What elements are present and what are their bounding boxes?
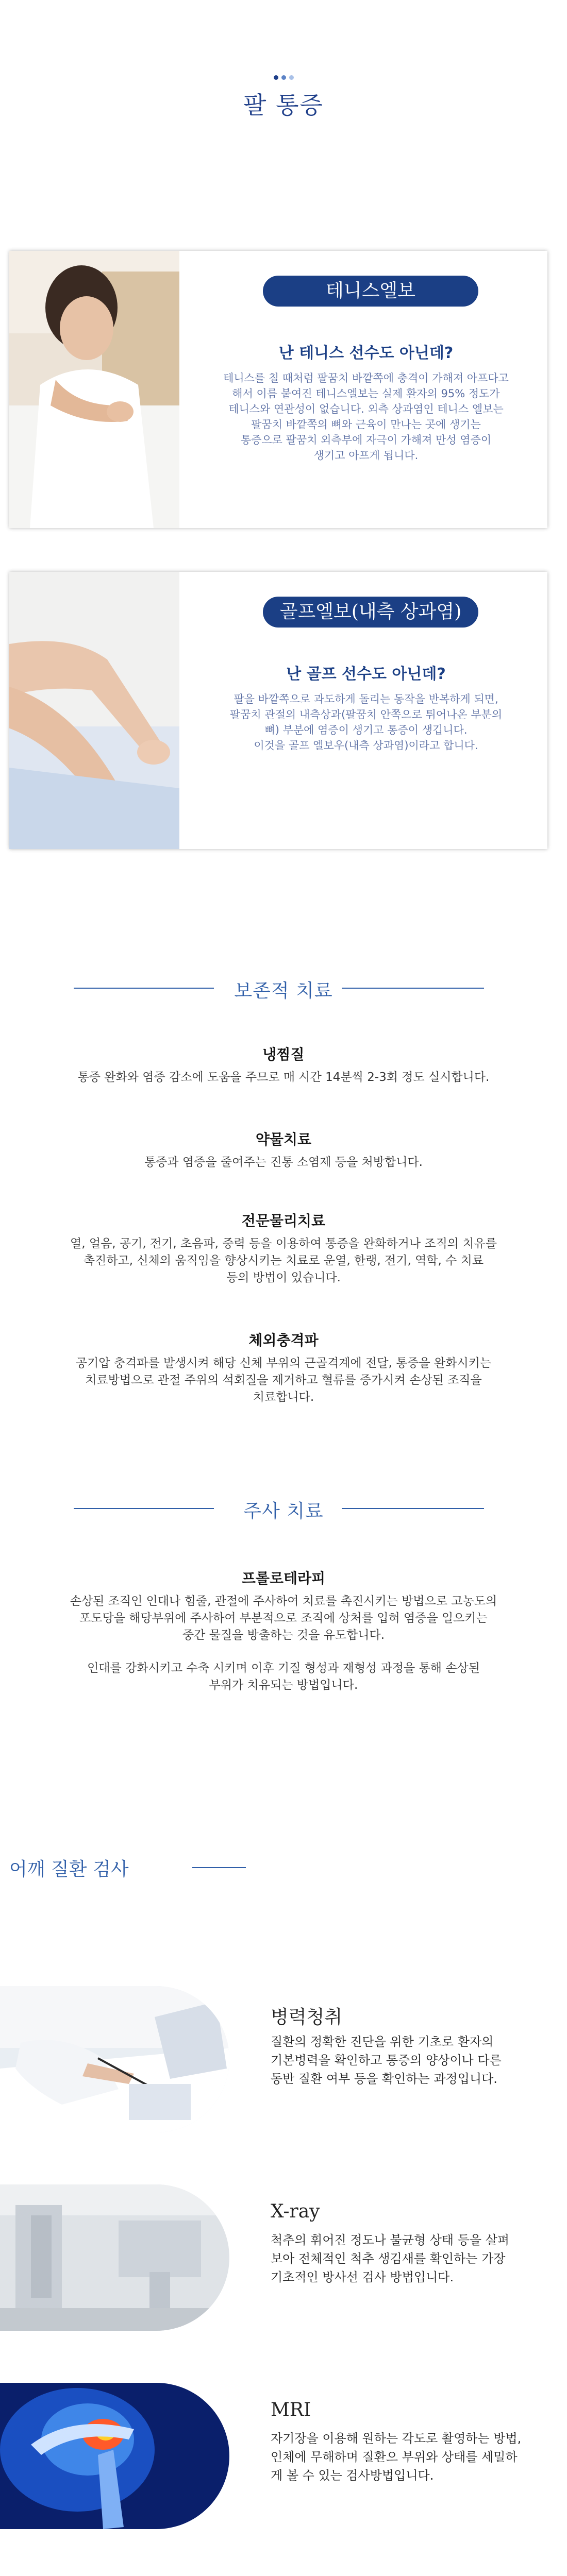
heading-rule-right [342,988,484,989]
treatment-name-prolotherapy: 프롤로테라피 [241,1570,326,1587]
prolotherapy-description [57,1593,510,1644]
desc-line: 기본병력을 확인하고 통증의 양상이나 다른 [271,2053,502,2067]
conservative-treatment-heading [0,976,567,1003]
treatment-name-physio: 전문물리치료 [241,1212,326,1229]
desc-line: 열, 얼음, 공기, 전기, 초음파, 중력 등을 이용하여 통증을 완화하거나 조직의 치유를 [70,1237,497,1250]
desc-line: 통증과 염증을 줄여주는 진통 소염제 등을 처방합니다. [144,1156,423,1169]
prolotherapy-description-2 [57,1660,510,1694]
heading-rule-left [74,1508,214,1509]
desc-line: 등의 방법이 있습니다. [226,1271,341,1284]
desc-line: 자기장을 이용해 원하는 각도로 촬영하는 방법, [271,2431,522,2446]
heading-rule [192,1867,246,1868]
desc-line: 테니스를 칠 때처럼 팔꿈치 바깥쪽에 충격이 가해져 아프다고 [223,372,509,384]
desc-line: 중간 물질을 방출하는 것을 유도합니다. [182,1629,385,1642]
treatment-desc-medication [57,1154,510,1171]
treatment-desc-shockwave [57,1355,510,1406]
desc-line: 해서 이름 붙여진 테니스엘보는 실제 환자의 95% 정도가 [232,387,500,400]
desc-line: 통증 완화와 염증 감소에 도움을 주므로 매 시간 14분씩 2-3회 정도 실시합니다. [77,1071,490,1084]
desc-line: 촉진하고, 신체의 움직임을 향상시키는 치료로 운열, 한랭, 전기, 역학, 수 치료 [83,1254,484,1267]
exam-desc-mri [271,2429,552,2485]
exam-desc-history [271,2032,552,2088]
treatment-desc-physio [57,1235,510,1286]
desc-line: 뼈) 부분에 염증이 생기고 통증이 생깁니다. [264,724,468,736]
dot-1 [274,75,278,80]
desc-line: 테니스와 연관성이 없습니다. 외측 상과염인 테니스 엘보는 [228,403,504,415]
desc-line: 척추의 휘어진 정도나 불균형 상태 등을 살펴 [271,2233,510,2247]
desc-line: 팔꿈치 바깥쪽의 뼈와 근육이 만나는 곳에 생기는 [251,418,481,431]
dot-3 [289,75,294,80]
exam-title-mri: MRI [271,2399,311,2420]
history-taking-photo [0,1986,229,2132]
desc-line: 팔을 바깥쪽으로 과도하게 돌리는 동작을 반복하게 되면, [234,693,498,705]
xray-photo [0,2184,229,2331]
page-title: 팔 통증 [243,91,324,119]
exam-title-xray: X-ray [271,2201,320,2222]
treatment-desc-cold [57,1069,510,1086]
exam-desc-xray [271,2231,552,2286]
mri-photo [0,2383,229,2529]
desc-line: 치료방법으로 관절 주위의 석회질을 제거하고 혈류를 증가시켜 손상된 조직을 [85,1374,482,1387]
desc-line: 질환의 정확한 진단을 위한 기초로 환자의 [271,2035,494,2049]
golf-elbow-photo [9,572,179,849]
heading-rule-left [74,988,214,989]
injection-treatment-heading [0,1497,567,1523]
desc-line: 게 볼 수 있는 검사방법입니다. [271,2468,434,2483]
shoulder-exam-heading [9,1855,129,1880]
heading-rule-right [342,1508,484,1509]
dot-2 [281,75,286,80]
golf-elbow-description [195,691,537,753]
desc-line: 부위가 치유되는 방법입니다. [209,1679,358,1692]
desc-line: 공기압 충격파를 발생시켜 해당 신체 부위의 근골격계에 전달, 통증을 완화시키는 [75,1357,492,1370]
treatment-name-cold: 냉찜질 [262,1046,305,1063]
section-heading-text: 어깨 질환 검사 [9,1859,129,1880]
section-heading-text: 보존적 치료 [234,980,333,1002]
desc-line: 동반 질환 여부 등을 확인하는 과정입니다. [271,2072,497,2086]
section-heading-text: 주사 치료 [243,1501,324,1522]
exam-title-history: 병력청취 [271,2007,343,2028]
desc-line: 치료합니다. [253,1391,314,1404]
desc-line: 손상된 조직인 인대나 힘줄, 관절에 주사하여 치료를 촉진시키는 방법으로 고농도의 [70,1595,497,1608]
desc-line: 인대를 강화시키고 수축 시키며 이후 기질 형성과 재형성 과정을 통해 손상된 [87,1662,480,1675]
desc-line: 통증으로 팔꿈치 외측부에 자극이 가해져 만성 염증이 [240,434,492,446]
desc-line: 보아 전체적인 척추 생김새를 확인하는 가장 [271,2251,506,2266]
tennis-elbow-description [195,370,537,463]
desc-line: 기초적인 방사선 검사 방법입니다. [271,2270,454,2284]
desc-line: 포도당을 해당부위에 주사하여 부분적으로 조직에 상처를 입혀 염증을 일으키는 [79,1612,488,1625]
tennis-elbow-pill-label: 테니스엘보 [263,276,478,307]
desc-line: 생기고 아프게 됩니다. [313,449,419,462]
desc-line: 인체에 무해하며 질환으 부위와 상태를 세밀하 [271,2450,518,2464]
treatment-name-medication: 약물치료 [255,1131,312,1148]
golf-elbow-card [9,572,547,849]
tennis-elbow-card [9,251,547,528]
desc-line: 이것을 골프 엘보우(내측 상과염)이라고 합니다. [254,739,478,752]
treatment-name-shockwave: 체외충격파 [248,1332,319,1349]
tennis-elbow-question: 난 테니스 선수도 아닌데? [278,344,454,362]
golf-elbow-question: 난 골프 선수도 아닌데? [286,665,446,683]
tennis-elbow-photo [9,251,179,528]
golf-elbow-pill-label: 골프엘보(내측 상과염) [263,597,478,628]
desc-line: 팔꿈치 관절의 내측상과(팔꿈치 안쪽으로 튀어나온 부분의 [229,708,503,721]
title-decoration-dots [0,72,567,82]
